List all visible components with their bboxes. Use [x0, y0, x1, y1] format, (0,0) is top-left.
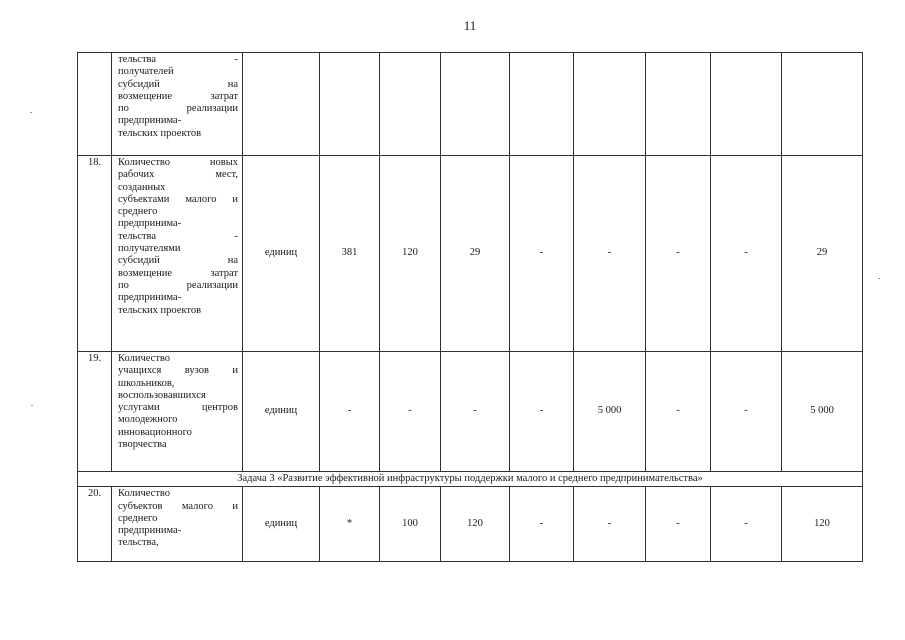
indicator-name-line: рабочих мест,: [118, 169, 238, 181]
row-number: 19.: [78, 352, 112, 472]
row-number: 18.: [78, 156, 112, 352]
value-cell: -: [510, 352, 574, 472]
indicator-name: [112, 352, 243, 472]
value-cell: [711, 53, 782, 156]
value-cell: [574, 53, 646, 156]
value-cell: [782, 53, 863, 156]
indicator-name: [112, 156, 243, 352]
indicator-name-line: учащихся вузов и: [118, 365, 238, 377]
indicator-name-line: возмещение затрат: [118, 267, 238, 279]
scan-speck: [878, 278, 880, 279]
value-cell: 5 000: [782, 352, 863, 472]
indicator-name-line: среднего: [118, 206, 158, 218]
indicator-name-line: субсидий на: [118, 255, 238, 267]
value-cell: -: [574, 487, 646, 562]
value-cell: -: [441, 352, 510, 472]
value-cell: 120: [441, 487, 510, 562]
value-cell: [320, 53, 380, 156]
indicator-name-line: созданных: [118, 181, 166, 193]
indicator-name-line: тельства -: [118, 54, 238, 65]
value-cell: -: [711, 156, 782, 352]
value-cell: -: [510, 487, 574, 562]
value-cell: 381: [320, 156, 380, 352]
task-header-row: [78, 472, 863, 487]
indicator-name: [112, 487, 243, 562]
value-cell: 120: [782, 487, 863, 562]
indicator-name-line: творчества: [118, 439, 167, 451]
indicator-name-line: тельских проектов: [118, 127, 202, 139]
value-cell: -: [380, 352, 441, 472]
indicator-name-line: воспользовавшихся: [118, 389, 206, 401]
value-cell: [380, 53, 441, 156]
table-row: [78, 156, 863, 352]
indicator-name-line: инновационного: [118, 426, 192, 438]
indicator-name-line: Количество: [118, 488, 171, 500]
value-cell: -: [711, 487, 782, 562]
value-cell: [510, 53, 574, 156]
indicator-name-line: молодежного: [118, 414, 178, 426]
table-row: [78, 53, 863, 156]
indicator-name-line: школьников,: [118, 377, 175, 389]
value-cell: -: [646, 352, 711, 472]
indicator-name-line: Количество новых: [118, 157, 238, 168]
value-cell: 29: [441, 156, 510, 352]
indicator-name-line: субсидий на: [118, 78, 238, 90]
row-number: [78, 53, 112, 156]
page-number: 11: [463, 18, 477, 33]
value-cell: 100: [380, 487, 441, 562]
indicator-name-line: тельства -: [118, 230, 238, 242]
indicator-name-line: тельских проектов: [118, 304, 202, 316]
indicator-name-line: тельства,: [118, 537, 159, 549]
unit-cell: [243, 53, 320, 156]
scan-speck: [30, 112, 32, 113]
indicator-name-line: услугами центров: [118, 402, 238, 414]
value-cell: [441, 53, 510, 156]
value-cell: -: [711, 352, 782, 472]
indicators-table: [77, 52, 863, 562]
unit-cell: единиц: [243, 352, 320, 472]
row-number: 20.: [78, 487, 112, 562]
indicator-name-line: по реализации: [118, 279, 238, 291]
indicator-name-line: предпринима-: [118, 292, 182, 304]
value-cell: -: [646, 156, 711, 352]
indicator-name-line: субъектами малого и: [118, 193, 238, 205]
indicator-name-line: Количество: [118, 353, 171, 364]
table-row: [78, 352, 863, 472]
scan-speck: [31, 405, 33, 406]
value-cell: 120: [380, 156, 441, 352]
indicator-name-line: предпринима-: [118, 218, 182, 230]
table-row: [78, 487, 863, 562]
indicator-name-line: среднего: [118, 512, 158, 524]
indicator-name-line: по реализации: [118, 103, 238, 115]
indicator-name-line: возмещение затрат: [118, 90, 238, 102]
unit-cell: единиц: [243, 156, 320, 352]
value-cell: 5 000: [574, 352, 646, 472]
indicator-name-line: предпринима-: [118, 115, 182, 127]
unit-cell: единиц: [243, 487, 320, 562]
task-header: Задача 3 «Развитие эффективной инфраструктуры поддержки малого и среднего предпринимательства»: [78, 472, 863, 487]
value-cell: -: [646, 487, 711, 562]
indicator-name-line: предпринима-: [118, 525, 182, 537]
indicator-name-line: получателями: [118, 243, 181, 255]
value-cell: [646, 53, 711, 156]
value-cell: *: [320, 487, 380, 562]
value-cell: -: [320, 352, 380, 472]
indicator-name: [112, 53, 243, 156]
value-cell: -: [574, 156, 646, 352]
value-cell: -: [510, 156, 574, 352]
value-cell: 29: [782, 156, 863, 352]
indicator-name-line: субъектов малого и: [118, 500, 238, 512]
indicator-name-line: получателей: [118, 66, 174, 78]
